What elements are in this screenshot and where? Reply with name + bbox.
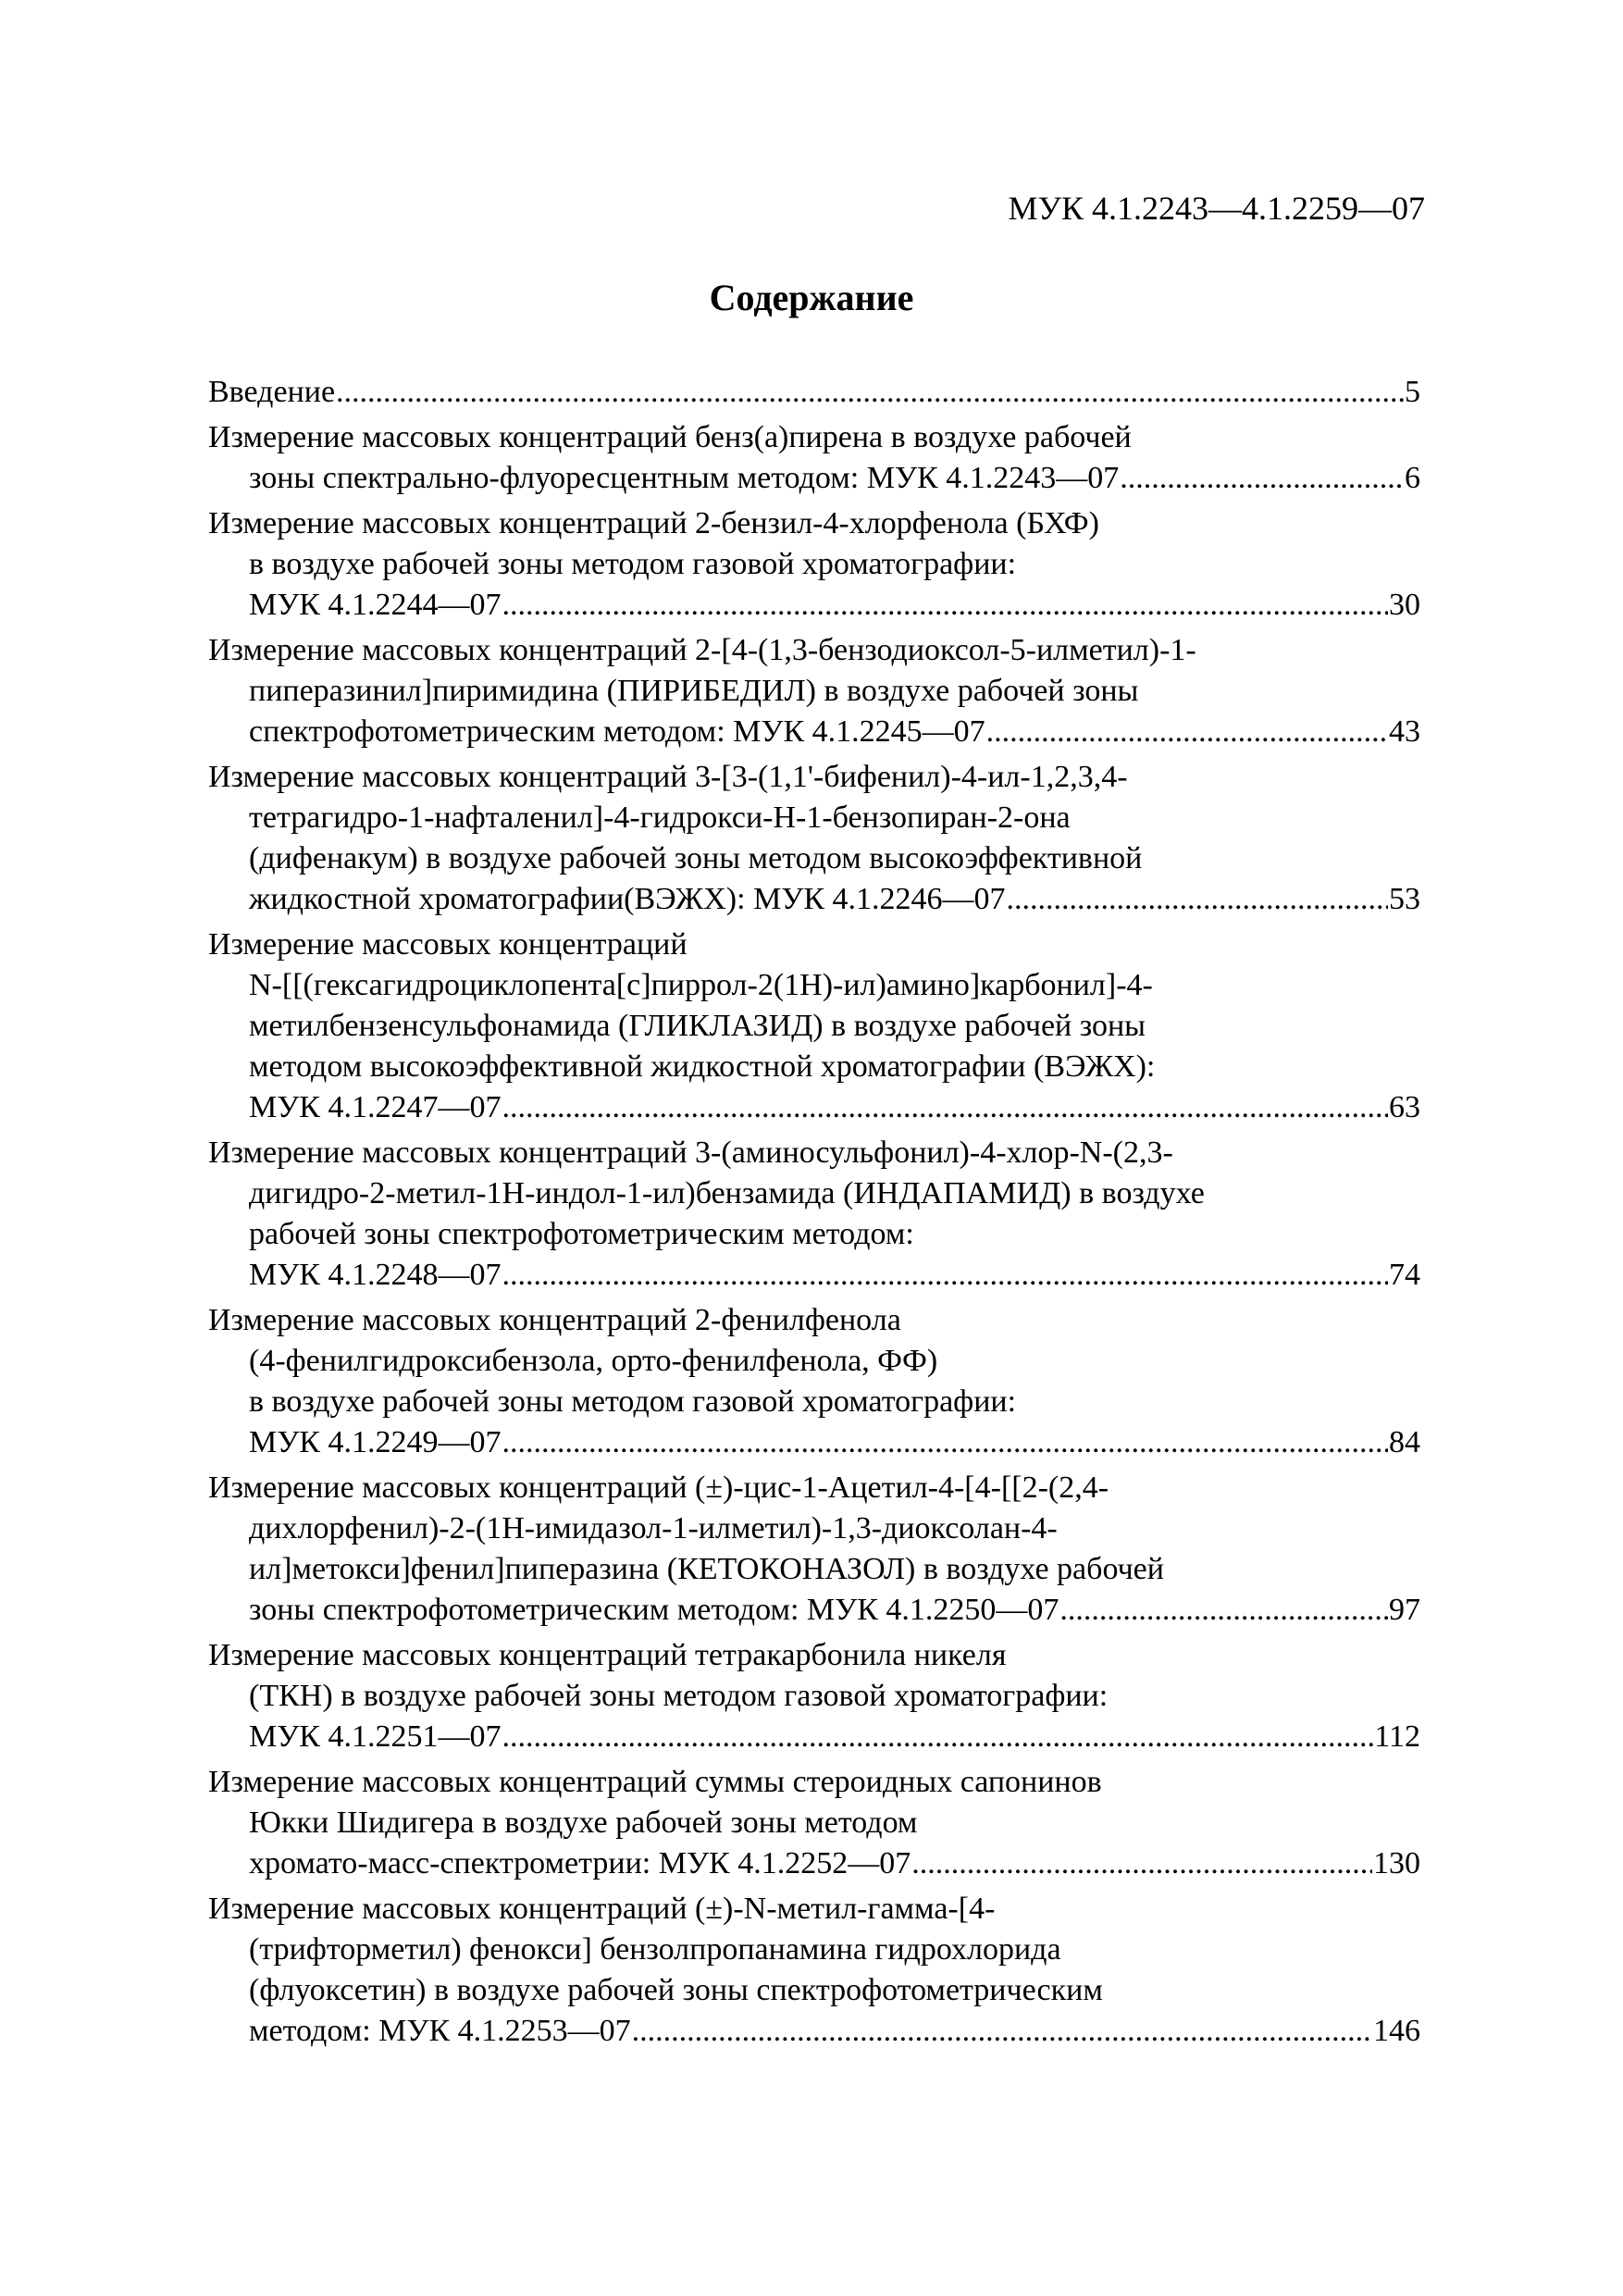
- toc-entry: [208, 417, 1420, 499]
- toc-entry-text: (трифторметил) фенокси] бензолпропанамина гидрохлорида: [249, 1932, 1061, 1967]
- toc-dot-leader: [336, 372, 1404, 413]
- document-header-code: МУК 4.1.2243—4.1.2259—07: [1008, 190, 1425, 227]
- toc-entry-last-line: [208, 1717, 1420, 1757]
- toc-entry-text: Измерение массовых концентраций суммы стероидных сапонинов: [208, 1765, 1102, 1799]
- toc-entry: [208, 925, 1420, 1128]
- toc-entry-text: дихлорфенил)-2-(1Н-имидазол-1-илметил)-1,3-диоксолан-4-: [249, 1511, 1058, 1545]
- toc-entry-text: Измерение массовых концентраций (±)-N-метил-гамма-[4-: [208, 1892, 996, 1926]
- toc-entry-text: МУК 4.1.2251—07: [249, 1719, 502, 1754]
- toc-dot-leader: [502, 585, 1388, 626]
- toc-entry-text: жидкостной хроматографии(ВЭЖХ): МУК 4.1.2246—07: [249, 882, 1006, 916]
- toc-entry-last-line: [208, 1422, 1420, 1463]
- toc-entry-text: Юкки Шидигера в воздухе рабочей зоны методом: [249, 1806, 918, 1840]
- toc-entry-last-line: [208, 712, 1420, 752]
- toc-dot-leader: [1120, 458, 1404, 499]
- toc-entry-last-line: [208, 1843, 1420, 1884]
- toc-entry-text: рабочей зоны спектрофотометрическим методом:: [249, 1217, 914, 1251]
- toc-entry-text: Измерение массовых концентраций тетракарбонила никеля: [208, 1638, 1007, 1672]
- toc-page-number: 84: [1389, 1425, 1420, 1459]
- toc-entry: [208, 1635, 1420, 1757]
- toc-entry-text: Измерение массовых концентраций (±)-цис-1-Ацетил-4-[4-[[2-(2,4-: [208, 1471, 1109, 1505]
- toc-entry: [208, 757, 1420, 920]
- toc-entry-text: (ТКН) в воздухе рабочей зоны методом газовой хроматографии:: [249, 1679, 1109, 1713]
- toc-page-number: 74: [1389, 1258, 1420, 1292]
- toc-entry: [208, 1468, 1420, 1631]
- toc-page-number: 112: [1374, 1719, 1420, 1754]
- toc-page-number: 97: [1389, 1593, 1420, 1627]
- toc-dot-leader: [502, 1087, 1388, 1128]
- toc-entry: [208, 1133, 1420, 1296]
- toc-entry: [208, 1889, 1420, 2052]
- toc-entry: [208, 372, 1420, 413]
- toc-entry-last-line: [208, 372, 1420, 413]
- toc-entry-text: метилбензенсульфонамида (ГЛИКЛАЗИД) в воздухе рабочей зоны: [249, 1009, 1146, 1043]
- toc-entry-text: Измерение массовых концентраций бенз(а)пирена в воздухе рабочей: [208, 420, 1132, 454]
- toc-page-number: 30: [1389, 588, 1420, 622]
- toc-entry-text: Введение: [208, 375, 336, 409]
- toc-entry: [208, 503, 1420, 626]
- toc-entry-text: Измерение массовых концентраций 3-(аминосульфонил)-4-хлор-N-(2,3-: [208, 1136, 1173, 1170]
- toc-page-number: 146: [1373, 2014, 1420, 2048]
- toc-entry-text: МУК 4.1.2248—07: [249, 1258, 502, 1292]
- toc-page-number: 53: [1389, 882, 1420, 916]
- toc-page-number: 43: [1389, 714, 1420, 749]
- toc-dot-leader: [986, 712, 1388, 752]
- toc-dot-leader: [632, 2011, 1372, 2052]
- toc-entry-text: МУК 4.1.2247—07: [249, 1090, 502, 1124]
- toc-page-number: 6: [1405, 461, 1420, 495]
- toc-entry-text: МУК 4.1.2249—07: [249, 1425, 502, 1459]
- toc-entry-text: тетрагидро-1-нафталенил]-4-гидрокси-Н-1-бензопиран-2-она: [249, 800, 1071, 835]
- toc-dot-leader: [502, 1717, 1373, 1757]
- toc-dot-leader: [502, 1422, 1388, 1463]
- toc-entry-text: МУК 4.1.2244—07: [249, 588, 502, 622]
- toc-page-number: 130: [1373, 1846, 1420, 1880]
- toc-entry-last-line: [208, 879, 1420, 920]
- toc-entry-text: в воздухе рабочей зоны методом газовой хроматографии:: [249, 1384, 1017, 1419]
- toc-entry: [208, 1762, 1420, 1884]
- toc-entry-text: зоны спектрально-флуоресцентным методом: МУК 4.1.2243—07: [249, 461, 1120, 495]
- toc-entry-text: N-[[(гексагидроциклопента[с]пиррол-2(1Н)-ил)амино]карбонил]-4-: [249, 968, 1153, 1002]
- toc-entry: [208, 1300, 1420, 1463]
- toc-entry-last-line: [208, 1087, 1420, 1128]
- toc-dot-leader: [1059, 1590, 1388, 1631]
- toc-entry-text: в воздухе рабочей зоны методом газовой хроматографии:: [249, 547, 1017, 581]
- toc-entry-text: (флуоксетин) в воздухе рабочей зоны спектрофотометрическим: [249, 1973, 1103, 2007]
- toc-entry-last-line: [208, 585, 1420, 626]
- toc-entry-text: (4-фенилгидроксибензола, орто-фенилфенола, ФФ): [249, 1344, 938, 1378]
- toc-entry-text: зоны спектрофотометрическим методом: МУК 4.1.2250—07: [249, 1593, 1059, 1627]
- toc-entry-text: методом: МУК 4.1.2253—07: [249, 2014, 631, 2048]
- toc-entry-text: Измерение массовых концентраций 2-бензил-4-хлорфенола (БХФ): [208, 506, 1099, 540]
- toc-entry-text: Измерение массовых концентраций 2-фенилфенола: [208, 1303, 901, 1337]
- toc-entry-text: пиперазинил]пиримидина (ПИРИБЕДИЛ) в воздухе рабочей зоны: [249, 674, 1139, 708]
- toc-page-number: 63: [1389, 1090, 1420, 1124]
- toc-entry-text: (дифенакум) в воздухе рабочей зоны методом высокоэффективной: [249, 841, 1143, 875]
- toc-entry-last-line: [208, 1590, 1420, 1631]
- toc-dot-leader: [911, 1843, 1372, 1884]
- table-of-contents: [208, 372, 1420, 2056]
- toc-entry-text: ил]метокси]фенил]пиперазина (КЕТОКОНАЗОЛ) в воздухе рабочей: [249, 1552, 1164, 1586]
- toc-entry-text: методом высокоэффективной жидкостной хроматографии (ВЭЖХ):: [249, 1049, 1156, 1084]
- toc-entry-last-line: [208, 458, 1420, 499]
- toc-dot-leader: [502, 1255, 1388, 1296]
- toc-entry-text: Измерение массовых концентраций: [208, 927, 688, 962]
- toc-entry-text: Измерение массовых концентраций 3-[3-(1,1'-бифенил)-4-ил-1,2,3,4-: [208, 760, 1128, 794]
- toc-entry-last-line: [208, 2011, 1420, 2052]
- toc-entry-text: Измерение массовых концентраций 2-[4-(1,3-бензодиоксол-5-илметил)-1-: [208, 633, 1196, 667]
- toc-dot-leader: [1007, 879, 1388, 920]
- page-title: Содержание: [709, 277, 914, 318]
- toc-page-number: 5: [1405, 375, 1420, 409]
- toc-entry: [208, 630, 1420, 752]
- toc-entry-text: хромато-масс-спектрометрии: МУК 4.1.2252—07: [249, 1846, 911, 1880]
- toc-entry-text: дигидро-2-метил-1Н-индол-1-ил)бензамида (ИНДАПАМИД) в воздухе: [249, 1176, 1205, 1210]
- toc-entry-text: спектрофотометрическим методом: МУК 4.1.2245—07: [249, 714, 985, 749]
- toc-entry-last-line: [208, 1255, 1420, 1296]
